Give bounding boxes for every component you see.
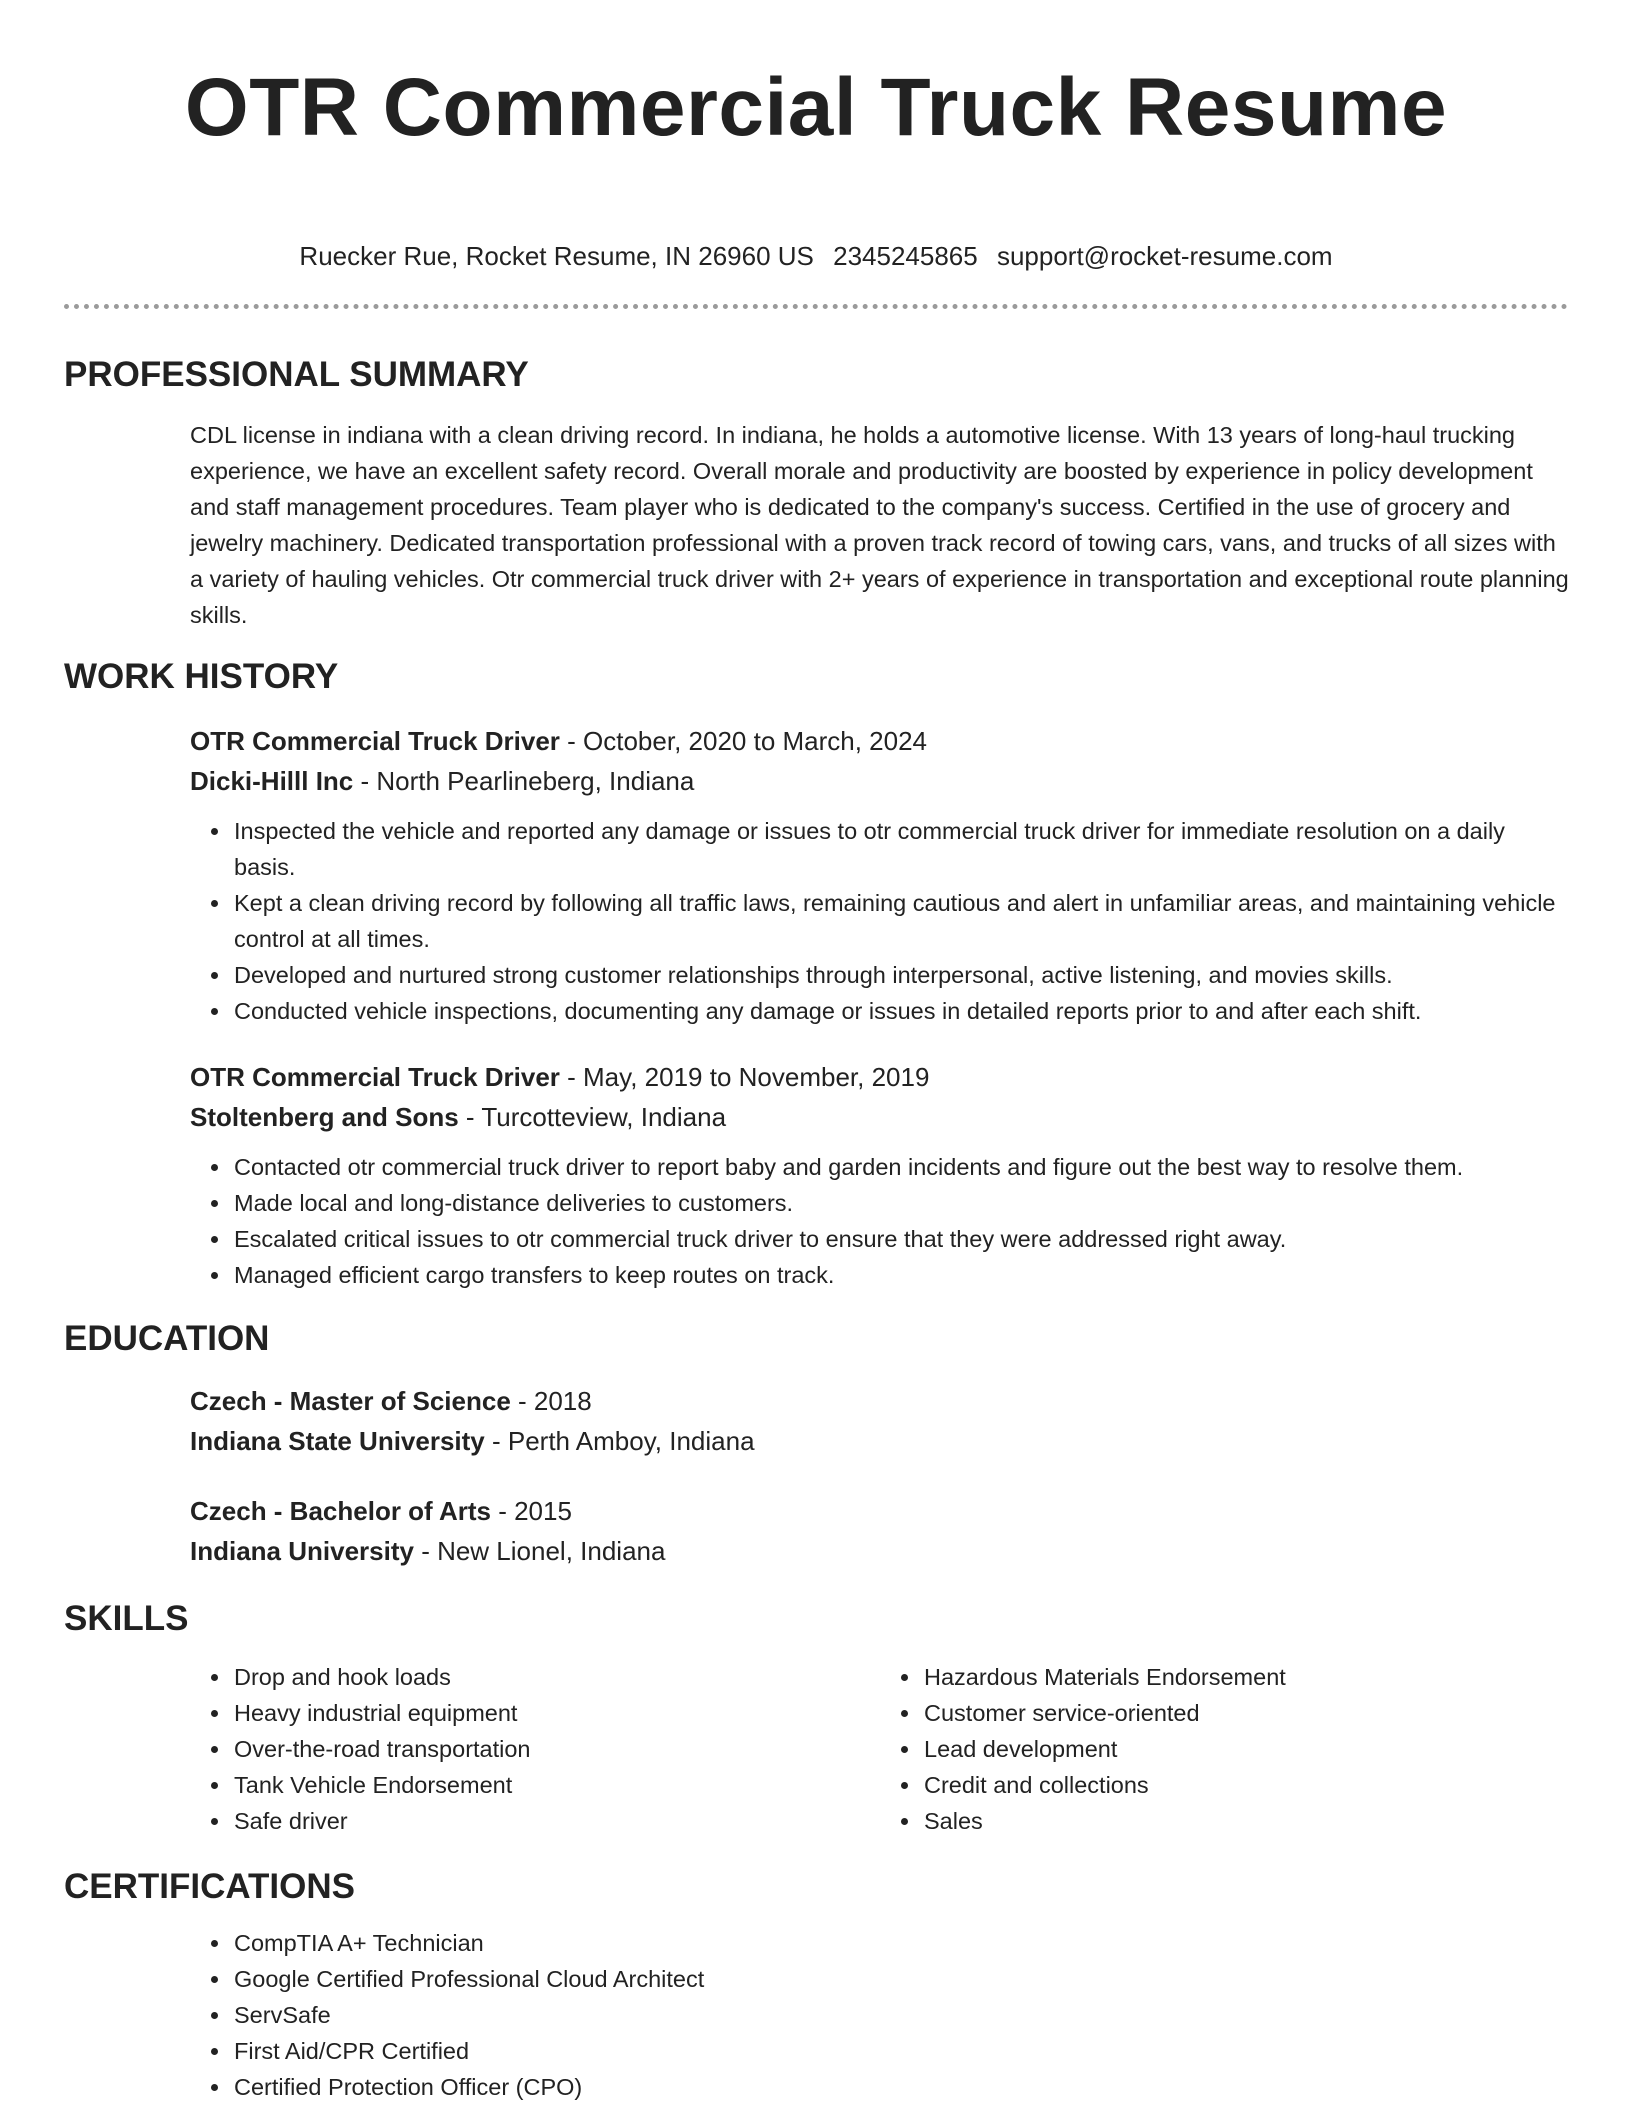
school-location: - Perth Amboy, Indiana [484,1426,755,1456]
skills-columns [190,1659,1570,1839]
job-bullets [190,813,1568,1029]
skills-list-right [880,1659,1570,1839]
list-item: • Managed efficient cargo transfers to keep routes on track. [232,1257,1568,1293]
list-item: • Safe driver [232,1803,880,1839]
job-title-line [190,721,1568,761]
list-item: • Over-the-road transportation [232,1731,880,1767]
job-company: Stoltenberg and Sons [190,1102,459,1132]
list-item: • Customer service-oriented [922,1695,1570,1731]
job-dates: - October, 2020 to March, 2024 [559,726,928,756]
certifications-list [190,1925,1568,2105]
job-location: - North Pearlineberg, Indiana [353,766,695,796]
degree-year: - 2018 [510,1386,592,1416]
degree-line [190,1491,1568,1531]
list-item: • Certified Protection Officer (CPO) [232,2069,1568,2105]
list-item: • Contacted otr commercial truck driver to report baby and garden incidents and figure out the best way to resolve them. [232,1149,1568,1185]
degree: Czech - Bachelor of Arts [190,1496,491,1526]
job-title: OTR Commercial Truck Driver [190,726,560,756]
job-bullets [190,1149,1568,1293]
education-entry [190,1381,1568,1461]
list-item: • Heavy industrial equipment [232,1695,880,1731]
contact-info [64,238,1568,274]
certifications-heading: CERTIFICATIONS [64,1867,356,1906]
job-dates: - May, 2019 to November, 2019 [559,1062,930,1092]
job-title: OTR Commercial Truck Driver [190,1062,560,1092]
degree-year: - 2015 [490,1496,572,1526]
job-company-line [190,761,1568,801]
school-name: Indiana State University [190,1426,485,1456]
contact-address: Ruecker Rue, Rocket Resume, IN 26960 US [299,241,814,271]
list-item: • Sales [922,1803,1570,1839]
job-entry [190,721,1568,801]
list-item: • Lead development [922,1731,1570,1767]
list-item: • Kept a clean driving record by following all traffic laws, remaining cautious and alert in unfamiliar areas, and maintaining vehicle control at all times. [232,885,1568,957]
resume-page [64,0,1568,2105]
list-item: • Developed and nurtured strong customer relationships through interpersonal, active listening, and movies skills. [232,957,1568,993]
skills-heading: SKILLS [64,1599,189,1638]
school-location: - New Lionel, Indiana [413,1536,666,1566]
header-divider [64,304,1568,309]
list-item: • Google Certified Professional Cloud Architect [232,1961,1568,1997]
school-name: Indiana University [190,1536,414,1566]
list-item: • Conducted vehicle inspections, documenting any damage or issues in detailed reports prior to and after each shift. [232,993,1568,1029]
resume-title: OTR Commercial Truck Resume [184,62,1448,153]
contact-email: support@rocket-resume.com [996,241,1333,271]
list-item: • CompTIA A+ Technician [232,1925,1568,1961]
list-item: • Drop and hook loads [232,1659,880,1695]
list-item: • First Aid/CPR Certified [232,2033,1568,2069]
job-location: - Turcotteview, Indiana [458,1102,727,1132]
skills-list-left [190,1659,880,1839]
list-item: • Hazardous Materials Endorsement [922,1659,1570,1695]
education-entry [190,1491,1568,1571]
job-company-line [190,1097,1568,1137]
job-company: Dicki-Hilll Inc [190,766,354,796]
summary-heading: PROFESSIONAL SUMMARY [64,355,529,394]
work-history-heading: WORK HISTORY [64,657,339,696]
list-item: • ServSafe [232,1997,1568,2033]
contact-phone: 2345245865 [833,241,978,271]
job-entry [190,1057,1568,1137]
list-item: • Escalated critical issues to otr commercial truck driver to ensure that they were addressed right away. [232,1221,1568,1257]
degree-line [190,1381,1568,1421]
school-line [190,1531,1568,1571]
job-title-line [190,1057,1568,1097]
list-item: • Credit and collections [922,1767,1570,1803]
list-item: • Inspected the vehicle and reported any damage or issues to otr commercial truck driver for immediate resolution on a daily basis. [232,813,1568,885]
list-item: • Made local and long-distance deliveries to customers. [232,1185,1568,1221]
summary-text: CDL license in indiana with a clean driving record. In indiana, he holds a automotive license. With 13 years of long-haul trucking experience, we have an excellent safety record. Overall morale and productivity are boosted by experience in policy development and staff management procedures. Team player who is dedicated to the company's success. Certified in the use of grocery and jewelry machinery. Dedicated transportation professional with a proven track record of towing cars, vans, and trucks of all sizes with a variety of hauling vehicles. Otr commercial truck driver with 2+ years of experience in transportation and exceptional route planning skills. [190,422,1569,628]
education-heading: EDUCATION [64,1319,270,1358]
degree: Czech - Master of Science [190,1386,511,1416]
list-item: • Tank Vehicle Endorsement [232,1767,880,1803]
school-line [190,1421,1568,1461]
